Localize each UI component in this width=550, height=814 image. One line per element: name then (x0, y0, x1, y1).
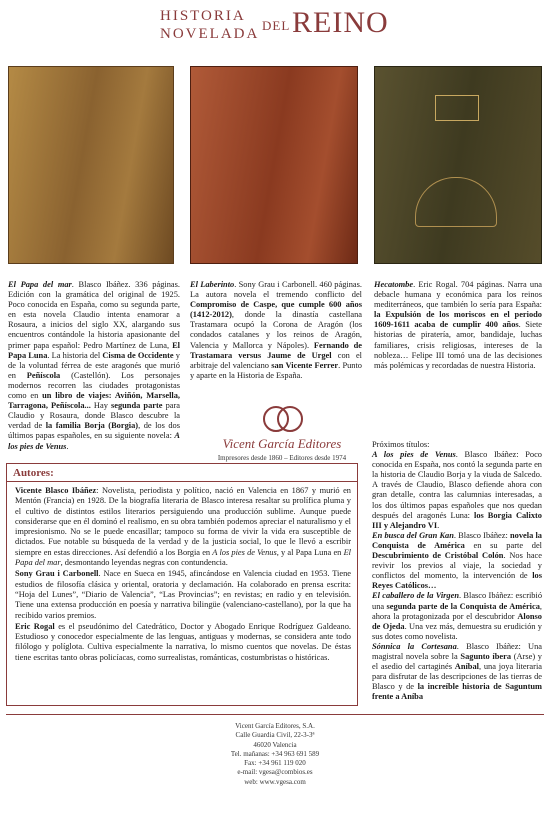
text-bold: la increíble historia de Saguntum frente a Aníba (372, 682, 542, 702)
text: . Eric Rogal. 704 páginas. Narra una debacle humana y económica para los reinos mediterráneos, que también lo sería para España: (374, 280, 542, 310)
footer-company: Vicent García Editores, S.A. (235, 722, 315, 730)
text-bold: Alonso de Ojeda (372, 611, 542, 631)
footer-city: 46020 Valencia (253, 740, 297, 749)
text: . Blasco Ibáñez: (453, 530, 511, 540)
text: . Nos hace revivir los previos al viaje, la sociedad y conflictos del momento, la intervención de (372, 551, 542, 581)
text: (Arse) y el asedio del cartaginés (372, 651, 542, 672)
text: . Nace en Sueca en 1945, afincándose en Valencia ciudad en 1953. Tiene estudios de filosofía clásica y oriental, oratoria y declamación. Ha colaborado en prensa escrita: “Hoja del Lunes”, “Diario de Valencia”, “Las Provincias”; en revistas; en radio y en televisión. Tiene una extensa producción en poesía y narrativa bilingüe (valenciano-castellano), por la que ha recibido varios premios. (15, 569, 351, 620)
authors-text (15, 486, 351, 664)
header-reino: REINO (292, 6, 389, 39)
text: . Siete historias de piratería, amor, bandidaje, luchas familiares, crisis religiosas, intereses de la nobleza… Felipe III tomó una de las decisiones más polémicas y recordadas de nuestra Historia. (374, 320, 542, 370)
text: . Punto y aparte en la Historia de España. (190, 360, 362, 380)
text-bold: segunda parte (110, 401, 163, 411)
text: con el arbitraje del valenciano (190, 350, 362, 370)
text-bold: Descubrimiento de Cristóbal Colón (372, 551, 504, 561)
text: . (437, 520, 440, 530)
text-bold: El Papa Luna (8, 340, 180, 360)
footer-web-link[interactable]: web: www.vgesa.com (244, 777, 306, 786)
text-bold: un libro de viajes: Aviñón, Marsella, Tarragona, Peñíscola... (8, 391, 180, 411)
upcoming-entry (372, 642, 542, 703)
emblem-ring (277, 406, 303, 432)
book-title: El Papa del mar (8, 280, 72, 289)
text-bold: Fernando de Trastamara versus Jaume de Urgel (190, 340, 362, 360)
footer-email-link[interactable]: e-mail: vgesa@combios.es (237, 768, 313, 777)
footer-contact (190, 722, 360, 787)
text: , desmontando leyendas negras con contundencia. (60, 558, 228, 568)
text: en su parte del (464, 540, 542, 550)
text: , una joya literaria para disfrutar de las descripciones de las tierras de Blasco y de (372, 662, 542, 692)
text: Hay (90, 401, 111, 411)
footer-street: Calle Guardia Civil, 22-3-3ª (235, 731, 315, 740)
book-cover-hecatombe (374, 66, 542, 264)
text: . Blasco Ibáñez: Poco conocida en España, nos contó la segunda parte en la historia de Claudio Borja y la viuda de Salcedo. A través de Claudio, Blasco defiende ahora con gran detalle, contra las calumnias interesadas, a los dos últimos papas españoles que nos quedan después del aragonés Luna: (372, 450, 542, 520)
text-bold: Aníbal (454, 662, 479, 672)
text: , de los dos últimos papas españoles, en su siguiente novela: (8, 421, 181, 441)
text-bold: los Reyes Católicos… (372, 571, 542, 591)
authors-title: Autores: (13, 467, 54, 479)
author-entry (15, 622, 351, 663)
book-description-papa-del-mar (8, 280, 180, 452)
upcoming-title: Sónnica la Cortesana (372, 641, 457, 651)
text: . Blasco Ibáñez: Una magistral novela sobre la (372, 641, 543, 661)
header-del: DEL (262, 18, 291, 33)
publisher-logo (196, 404, 368, 462)
cover-arch-ornament (415, 177, 497, 227)
text-italic: El Papa del mar (15, 547, 352, 568)
text-bold: la Expulsión de los moriscos en el periodo 1609-1611 acaba de cumplir 400 años (374, 310, 542, 330)
book-cover-papa-del-mar (8, 66, 174, 264)
header-historia: HISTORIA (160, 8, 246, 24)
text-italic: A los pies de Venus (212, 547, 277, 557)
header-logo (0, 6, 550, 56)
footer-fax: Fax: +34 961 119 020 (244, 759, 306, 768)
text-bold: segunda parte de la Conquista de América (386, 601, 540, 611)
author-entry (15, 569, 351, 620)
text: . La historia del (47, 350, 103, 360)
author-name: Eric Rogal (15, 621, 55, 631)
publisher-emblem-icon (255, 404, 309, 434)
upcoming-heading: Próximos títulos: (372, 440, 430, 449)
text: para Claudio y Rosaura, donde Blasco descubre la verdad de (8, 401, 180, 431)
text: . Blasco Ibáñez: escribió una (372, 591, 543, 611)
upcoming-title: El caballero de la Virgen (372, 591, 459, 601)
text: (Castellón). Los personajes modernos recorren las ciudades protagonistas como en (8, 370, 180, 401)
text: . Blasco Ibáñez. 336 páginas. Edición con la gramática del original de 1925. Poco conocida en España, como su segunda parte, en esta novela Claudio intenta enamorar a Rosaura, a inicios del siglo XX, alargando sus encuentros contándole la historia apasionante del primer papa español: Pedro Martínez de Luna, (8, 280, 180, 350)
upcoming-title: En busca del Gran Kan (372, 530, 454, 540)
text: es el pseudónimo del Catedrático, Doctor y Abogado Enrique Rodríguez Galdeano. Estudioso y conocedor especialmente de las lenguas, antiguas y modernas, se considera ante todo filólogo y políglota. Cultiva especialmente la narrativa, lo mismo cuentos que novelas. De éstas tiene escritas tanto obras policíacas, como surrealistas, románticas, costumbristas o históricas. (15, 621, 351, 662)
text-bold: san Vicente Ferrer (271, 360, 339, 370)
footer-phone: Tel. mañanas: +34 963 691 589 (230, 749, 320, 758)
text: : Novelista, periodista y político, nació en Valencia en 1867 y murió en Mentón (Francia) en 1928. De la biografía literaria de Blasco interesa resaltar su prolífica pluma y el cultivo de distintos estilos literarios persiguiendo una producción sublime. Aunque puede considerarse que en él dominó el realismo, en su obra también podemos apreciar el naturalismo y el impresionismo. No se le puede encasillar; tampoco su forma de vivir la vida era susceptible de dictados. Fue notable su búsqueda de la verdad y de la justicia social, lo que le llevó a escribir siempre en estas direcciones. Así defendió a los Borgia en (15, 486, 351, 557)
book-title: El Laberinto (190, 280, 235, 289)
upcoming-entry (372, 531, 542, 592)
text: y de la voluntad férrea de este aragonés que murió en (8, 350, 180, 380)
text: . Una vez más, demuestra su erudición y sus dotes como novelista. (372, 621, 542, 641)
upcoming-title: A los pies de Venus (372, 450, 456, 460)
text: , ahora la protagonizada por el descubridor (372, 601, 542, 621)
text-bold: los Borgia Calixto III y Alejandro VI (372, 510, 542, 530)
author-entry (15, 486, 351, 568)
publisher-name: Vicent García Editores (222, 436, 342, 451)
text: . Sony Grau i Carbonell. 460 páginas. La autora novela el tremendo conflicto del (190, 280, 362, 300)
author-name: Vicente Blasco Ibáñez (15, 486, 97, 495)
header-novelada: NOVELADA (160, 26, 260, 42)
upcoming-entry (372, 450, 542, 531)
text-bold: Peñíscola (26, 370, 61, 380)
text-bold: novela la Conquista de América (372, 530, 542, 550)
text-bold: la familia Borja (Borgia) (45, 421, 139, 431)
publisher-tagline: Impresores desde 1860 – Editores desde 1974 (217, 454, 347, 462)
book-title: Hecatombe (374, 280, 414, 289)
text-bold: Cisma de Occidente (102, 350, 174, 360)
cover-label-ornament (435, 95, 479, 121)
book-description-hecatombe (374, 280, 542, 371)
book-cover-el-laberinto (190, 66, 358, 264)
upcoming-titles (372, 440, 542, 702)
footer-divider (6, 714, 544, 715)
book-description-el-laberinto (190, 280, 362, 381)
author-name: Sony Grau i Carbonell (15, 569, 99, 579)
text: , y al Papa Luna en (276, 547, 344, 557)
upcoming-entry (372, 591, 542, 641)
text-bold: Sagunto íbera (460, 651, 512, 661)
text: . (66, 441, 69, 451)
text: , donde la dinastía castellana Trastamara ocupó la Corona de Aragón (los condados catalanes y los reinos de Aragón, Valencia y Mallorca y Nápoles). (190, 310, 362, 350)
text-bold: Compromiso de Caspe, que cumple 600 años (1412-2012) (190, 300, 362, 320)
authors-box (6, 463, 358, 706)
authors-divider (7, 481, 357, 482)
text-italic: A los pies de Venus (8, 431, 180, 451)
